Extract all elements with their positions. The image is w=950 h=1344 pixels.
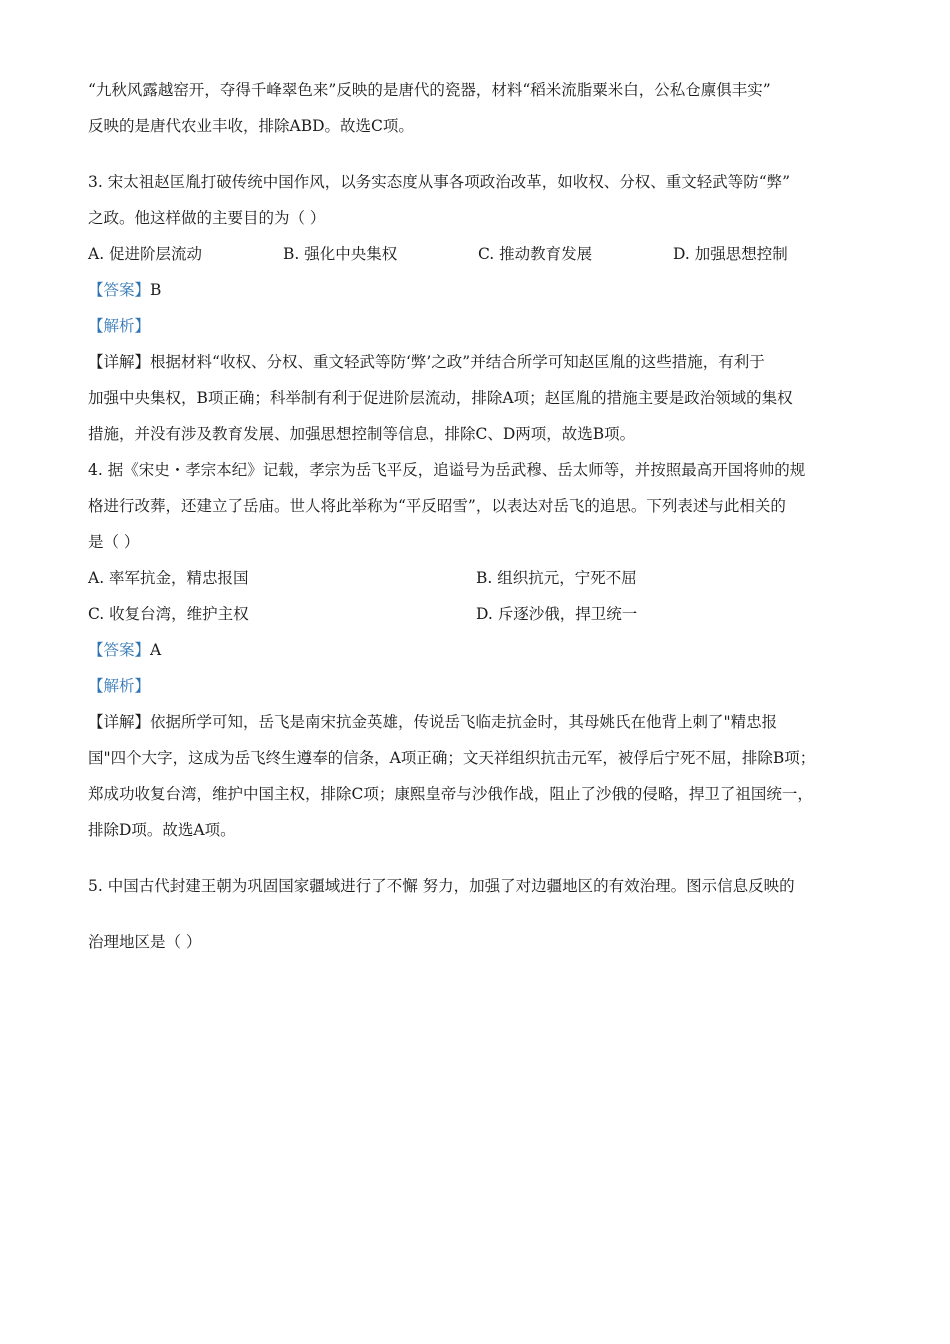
q3-analysis — [88, 308, 868, 344]
q4-stem-line-1: 4. 据《宋史・孝宗本纪》记载，孝宗为岳飞平反，追谥号为岳武穆、岳太师等，并按照最高开国将帅的规 — [88, 461, 806, 479]
q4-option-b: B. 组织抗元，宁死不屈 — [476, 569, 637, 587]
q3-option-c: C. 推动教育发展 — [478, 245, 593, 263]
q4-detail-tag: 【详解】 — [88, 713, 151, 731]
q3-answer — [88, 272, 868, 308]
q3-option-b: B. 强化中央集权 — [283, 245, 398, 263]
q4-option-d: D. 斥逐沙俄，捍卫统一 — [476, 605, 638, 623]
q4-option-a: A. 率军抗金，精忠报国 — [88, 569, 249, 587]
q4-detail-text-1: 依据所学可知，岳飞是南宋抗金英雄，传说岳飞临走抗金时，其母姚氏在他背上刺了"精忠报 — [150, 713, 778, 731]
q3-detail-tag: 【详解】 — [88, 353, 151, 371]
q4-answer-value: A — [150, 641, 162, 659]
q3-detail-line-2: 加强中央集权，B项正确；科举制有利于促进阶层流动，排除A项；赵匡胤的措施主要是政治领域的集权 — [88, 389, 793, 407]
q4-analysis — [88, 668, 868, 704]
q4-stem-line-3: 是（ ） — [88, 533, 140, 551]
q4-detail-line-3: 郑成功收复台湾，维护中国主权，排除C项；康熙皇帝与沙俄作战，阻止了沙俄的侵略，捍卫了祖国统一， — [88, 785, 813, 803]
q4-detail-line-1 — [88, 704, 868, 740]
q3-detail-text-1: 根据材料“收权、分权、重文轻武等防‘弊’之政”并结合所学可知赵匡胤的这些措施，有利于 — [150, 353, 765, 371]
document-page — [88, 72, 868, 960]
q3-analysis-tag: 【解析】 — [88, 317, 151, 335]
q4-option-c: C. 收复台湾，维护主权 — [88, 605, 249, 623]
q4-detail-line-2: 国"四个大字，这成为岳飞终生遵奉的信条，A项正确；文天祥组织抗击元军，被俘后宁死不屈，排除B项； — [88, 749, 816, 767]
q4-options-row-1 — [88, 560, 868, 596]
q3-stem-line-2: 之政。他这样做的主要目的为（ ） — [88, 209, 326, 227]
q4-options-row-2 — [88, 596, 868, 632]
q3-detail-line-1 — [88, 344, 868, 380]
q5-stem-line-1: 5. 中国古代封建王朝为巩固国家疆域进行了不懈 努力，加强了对边疆地区的有效治理。图示信息反映的 — [88, 877, 795, 895]
q3-answer-value: B — [150, 281, 162, 299]
q3-option-d: D. 加强思想控制 — [673, 245, 788, 263]
q3-stem-line-1: 3. 宋太祖赵匡胤打破传统中国作风，以务实态度从事各项政治改革，如收权、分权、重文轻武等防“弊” — [88, 173, 791, 191]
q3-option-a: A. 促进阶层流动 — [88, 245, 203, 263]
q3-options — [88, 236, 868, 272]
q3-answer-tag: 【答案】 — [88, 281, 151, 299]
q4-analysis-tag: 【解析】 — [88, 677, 151, 695]
q5-stem-line-2: 治理地区是（ ） — [88, 933, 202, 951]
q4-stem-line-2: 格进行改葬，还建立了岳庙。世人将此举称为“平反昭雪”，以表达对岳飞的追思。下列表述与此相关的 — [88, 497, 786, 515]
q4-detail-line-4: 排除D项。故选A项。 — [88, 821, 236, 839]
q3-detail-line-3: 措施，并没有涉及教育发展、加强思想控制等信息，排除C、D两项，故选B项。 — [88, 425, 636, 443]
prev-explanation-line-2: 反映的是唐代农业丰收，排除ABD。故选C项。 — [88, 117, 414, 135]
q4-answer-tag: 【答案】 — [88, 641, 151, 659]
prev-explanation-line-1: “九秋风露越窑开，夺得千峰翠色来”反映的是唐代的瓷器，材料“稻米流脂粟米白，公私仓廪俱丰实” — [88, 81, 771, 99]
q4-answer — [88, 632, 868, 668]
